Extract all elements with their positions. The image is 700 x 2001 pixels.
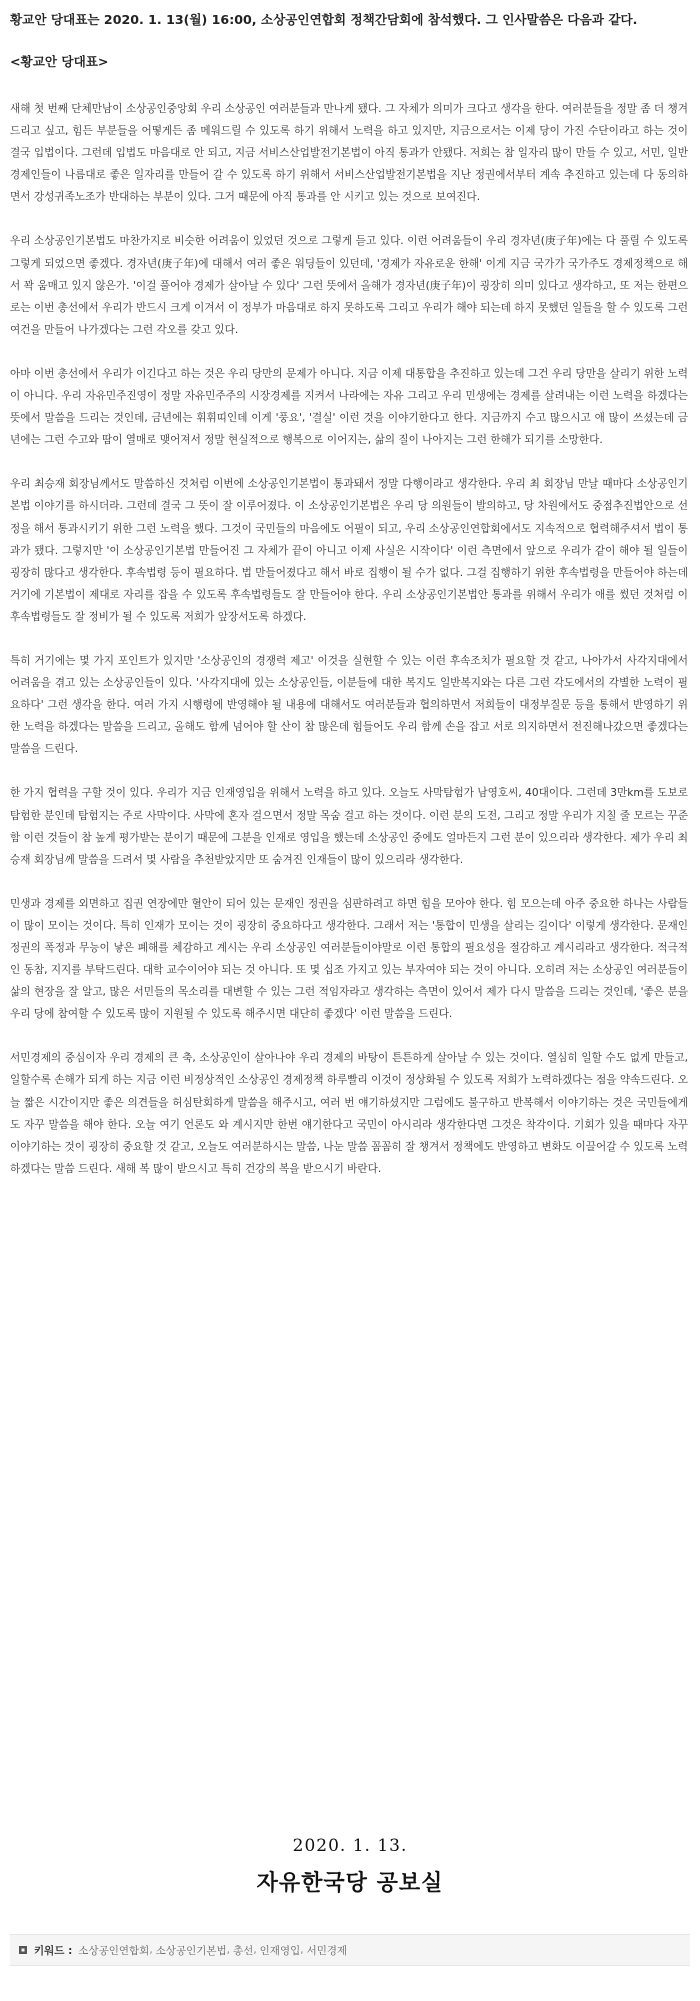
release-date: 2020. 1. 13. [292,1836,408,1856]
keyword-link[interactable]: 인재영입 [259,1944,301,1957]
keyword-link[interactable]: 서민경제 [306,1944,348,1957]
keyword-link[interactable]: 소상공인연합회 [78,1944,150,1957]
paragraph: 우리 최승재 회장님께서도 말씀하신 것처럼 이번에 소상공인기본법이 통과돼서 정말 다행이라고 생각한다. 우리 최 회장님 만날 때마다 소상공인기본법 이야기를 하시더라. 그런데 결국 그 뜻이 잘 이루어졌다. 이 소상공인기본법은 우리 당 의원들이 발의하고, 당 차원에서도 중점추진법안으로 선정을 해서 통과시키기 위한 그런 노력을 했다. 그것이 국민들의 마음에도 어필이 되고, 우리 소상공인연합회에서도 지속적으로 협력해주셔서 법이 통과가 됐다. 그렇지만 '이 소상공인기본법 만들어진 그 자체가 끝이 아니고 이제 사실은 시작이다' 이런 측면에서 앞으로 우리가 같이 해야 될 일들이 굉장히 많다고 생각한다. 후속법령 등이 필요하다. 법 만들어졌다고 해서 바로 집행이 될 수가 없다. 그걸 집행하기 위한 후속법령을 만들어야 하는데 거기에 기본법이 제대로 자리를 잡을 수 있도록 후속법령들도 잘 만들어야 한다. 우리 소상공인기본법안 통과를 위해서 우리가 애를 썼던 것처럼 이 후속법령들도 잘 정비가 될 수 있도록 저희가 앞장서도록 하겠다. [10,478,688,623]
keyword-link[interactable]: 총선 [233,1944,254,1957]
paragraph: 우리 소상공인기본법도 마찬가지로 비슷한 어려움이 있었던 것으로 그렇게 듣고 있다. 이런 어려움들이 우리 경자년(庚子年)에는 다 풀릴 수 있도록 그렇게 되었으면 좋겠다. 경자년(庚子年)에 대해서 여러 좋은 워딩들이 있던데, '경제가 자유로운 한해' 이게 지금 국가가 국가주도 경제정책으로 해서 꽉 움매고 있지 않은가. '이걸 풀어야 경제가 살아날 수 있다' 그런 뜻에서 올해가 경자년(庚子年)이 굉장히 의미 있다고 생각하고, 또 저는 한편으로는 이번 총선에서 우리가 반드시 크게 이겨서 이 정부가 마음대로 하지 못하도록 그리고 우리가 해야 되는데 하지 못했던 일들을 할 수 있도록 그런 여건을 만들어 나가겠다는 그런 각오를 갖고 있다. [10,235,688,336]
paragraph: 민생과 경제를 외면하고 집권 연장에만 혈안이 되어 있는 문재인 정권을 심판하려고 하면 힘을 모아야 한다. 힘 모으는데 아주 중요한 하나는 사람들이 많이 모이는 것이다. 특히 인재가 모이는 것이 굉장히 중요하다고 생각한다. 그래서 저는 '통합이 민생을 살리는 길이다' 이렇게 생각한다. 문재인 정권의 폭정과 무능이 낳은 폐해를 체감하고 계시는 우리 소상공인 여러분들이야말로 이런 통합의 필요성을 절감하고 계시리라고 생각한다. 적극적인 동참, 지지를 부탁드린다. 대학 교수이어야 되는 것 아니다. 또 몇 십조 가지고 있는 부자여야 되는 것이 아니다. 오히려 저는 소상공인 여러분들이 삶의 현장을 잘 알고, 많은 서민들의 목소리를 대변할 수 있는 그런 적임자라고 생각하는 측면이 있어서 제가 다시 말씀을 드리는 것인데, '좋은 분을 우리 당에 참여할 수 있도록 많이 지원될 수 있도록 해주시면 대단히 좋겠다' 이런 말씀을 드린다. [10,897,688,1021]
issuing-office: 자유한국당 공보실 [256,1871,444,1896]
intro-text: 황교안 당대표는 2020. 1. 13(월) 16:00, 소상공인연합회 정책간담회에 참석했다. 그 인사말씀은 다음과 같다. [10,12,638,27]
keyword-label: 키워드 : [34,1944,73,1957]
press-release-body [10,8,688,1202]
paragraph: 서민경제의 중심이자 우리 경제의 큰 축, 소상공인이 살아나야 우리 경제의 바탕이 튼튼하게 살아날 수 있는 것이다. 열심히 일할 수도 없게 만들고, 일할수록 손해가 되게 하는 지금 이런 비정상적인 소상공인 경제정책 하루빨리 이것이 정상화될 수 있도록 저희가 노력하겠다는 점을 약속드린다. 오늘 짧은 시간이지만 좋은 의견들을 허심탄회하게 말씀을 해주시고, 여러 번 얘기하셨지만 그럼에도 불구하고 반복해서 이야기하는 것은 국민들에게도 자꾸 말씀을 해야 한다. 오늘 여기 언론도 와 계시지만 한번 얘기한다고 국민이 아시리라 생각한다면 그것은 착각이다. 기회가 있을 때마다 자꾸 이야기하는 것이 굉장히 중요할 것 같고, 오늘도 여러분하시는 말씀, 나눈 말씀 꼼꼼히 잘 챙겨서 정책에도 반영하고 변화도 이끌어갈 수 있도록 노력하겠다는 말씀 드린다. 새해 복 많이 받으시고 특히 건강의 복을 받으시기 바란다. [10,1052,688,1175]
keyword-link[interactable]: 소상공인기본법 [155,1944,227,1957]
paragraph: 한 가지 협력을 구할 것이 있다. 우리가 지금 인재영입을 위해서 노력을 하고 있다. 오늘도 사막탐험가 남영호씨, 40대이다. 그런데 3만km를 도보로 탐험한 분인데 탐험지는 주로 사막이다. 사막에 혼자 걸으면서 정말 목숨 걸고 하는 것이다. 이런 분의 도전, 그리고 정말 우리가 지칠 줄 모르는 꾸준함 이런 것들이 참 높게 평가받는 분이기 때문에 그분을 인재로 영입을 했는데 소상공인 중에도 얼마든지 그런 분이 있으리라 생각한다. 제가 우리 최승재 회장님께 말씀을 드려서 몇 사람을 추천받았지만 또 숨겨진 인재들이 많이 있으리라 생각한다. [10,787,688,866]
tag-icon [18,1945,28,1955]
speaker-heading: <황교안 당대표> [10,54,109,69]
keyword-bar: 키워드 : 소상공인연합회 , 소상공인기본법 , 총선 , 인재영입 , 서민경제 [10,1934,690,1966]
paragraph: 아마 이번 총선에서 우리가 이긴다고 하는 것은 우리 당만의 문제가 아니다. 지금 이제 대통합을 추진하고 있는데 그건 우리 당만을 살리기 위한 노력이 아니다. 우리 자유민주진영이 정말 자유민주주의 시장경제를 지켜서 나라에는 자유 그리고 우리 민생에는 경제를 살려내는 이런 노력을 하겠다는 뜻에서 말씀을 드리는 것인데, 금년에는 휘휘띠인데 이게 '풍요', '결실' 이런 것을 이야기한다고 한다. 지금까지 수고 많으시고 애 많이 쓰셨는데 금년에는 그런 수고와 땀이 열매로 맺어져서 정말 현실적으로 행복으로 이어지는, 삶의 질이 나아지는 그런 한해가 되기를 소망한다. [10,367,688,447]
paragraph: 특히 거기에는 몇 가지 포인트가 있지만 '소상공인의 경쟁력 제고' 이것을 실현할 수 있는 이런 후속조치가 필요할 것 같고, 나아가서 사각지대에서 어려움을 겪고 있는 소상공인들이 있다. '사각지대에 있는 소상공인들, 이분들에 대한 복지도 일반복지와는 다른 그런 각도에서의 각별한 노력이 필요하다' 그런 생각을 한다. 여러 가지 시행령에 반영해야 될 내용에 대해서도 여러분들과 협의하면서 저희들이 대정부질문 등을 통해서 반영하기 위한 노력을 하겠다는 말씀을 드리고, 올해도 함께 넘어야 할 산이 참 많은데 힘들어도 우리 함께 손을 잡고 서로 의지하면서 전진해나갔으면 좋겠다는 말씀을 드린다. [10,654,688,756]
paragraph: 새해 첫 번째 단체만남이 소상공인중앙회 우리 소상공인 여러분들과 만나게 됐다. 그 자체가 의미가 크다고 생각을 한다. 여러분들을 정말 좀 더 챙겨드리고 싶고, 힘든 부분들을 어떻게든 좀 메워드릴 수 있도록 하기 위해서 노력을 하고 있지만, 지금으로서는 이제 당이 가진 수단이라고 하는 것이 결국 입법이다. 그런데 입법도 마음대로 안 되고, 지금 서비스산업발전기본법이 아직 통과가 안됐다. 저희는 참 일자리 많이 만들 수 있고, 서민, 일반 경제인들이 나름대로 좋은 일자리를 만들어 갈 수 있도록 하기 위해서 서비스산업발전기본법을 지난 정권에서부터 계속 추진하고 있는데 다 동의하면서 강성귀족노조가 반대하는 부분이 있다. 그거 때문에 아직 통과를 안 시키고 있는 것으로 보여진다. [10,103,688,204]
